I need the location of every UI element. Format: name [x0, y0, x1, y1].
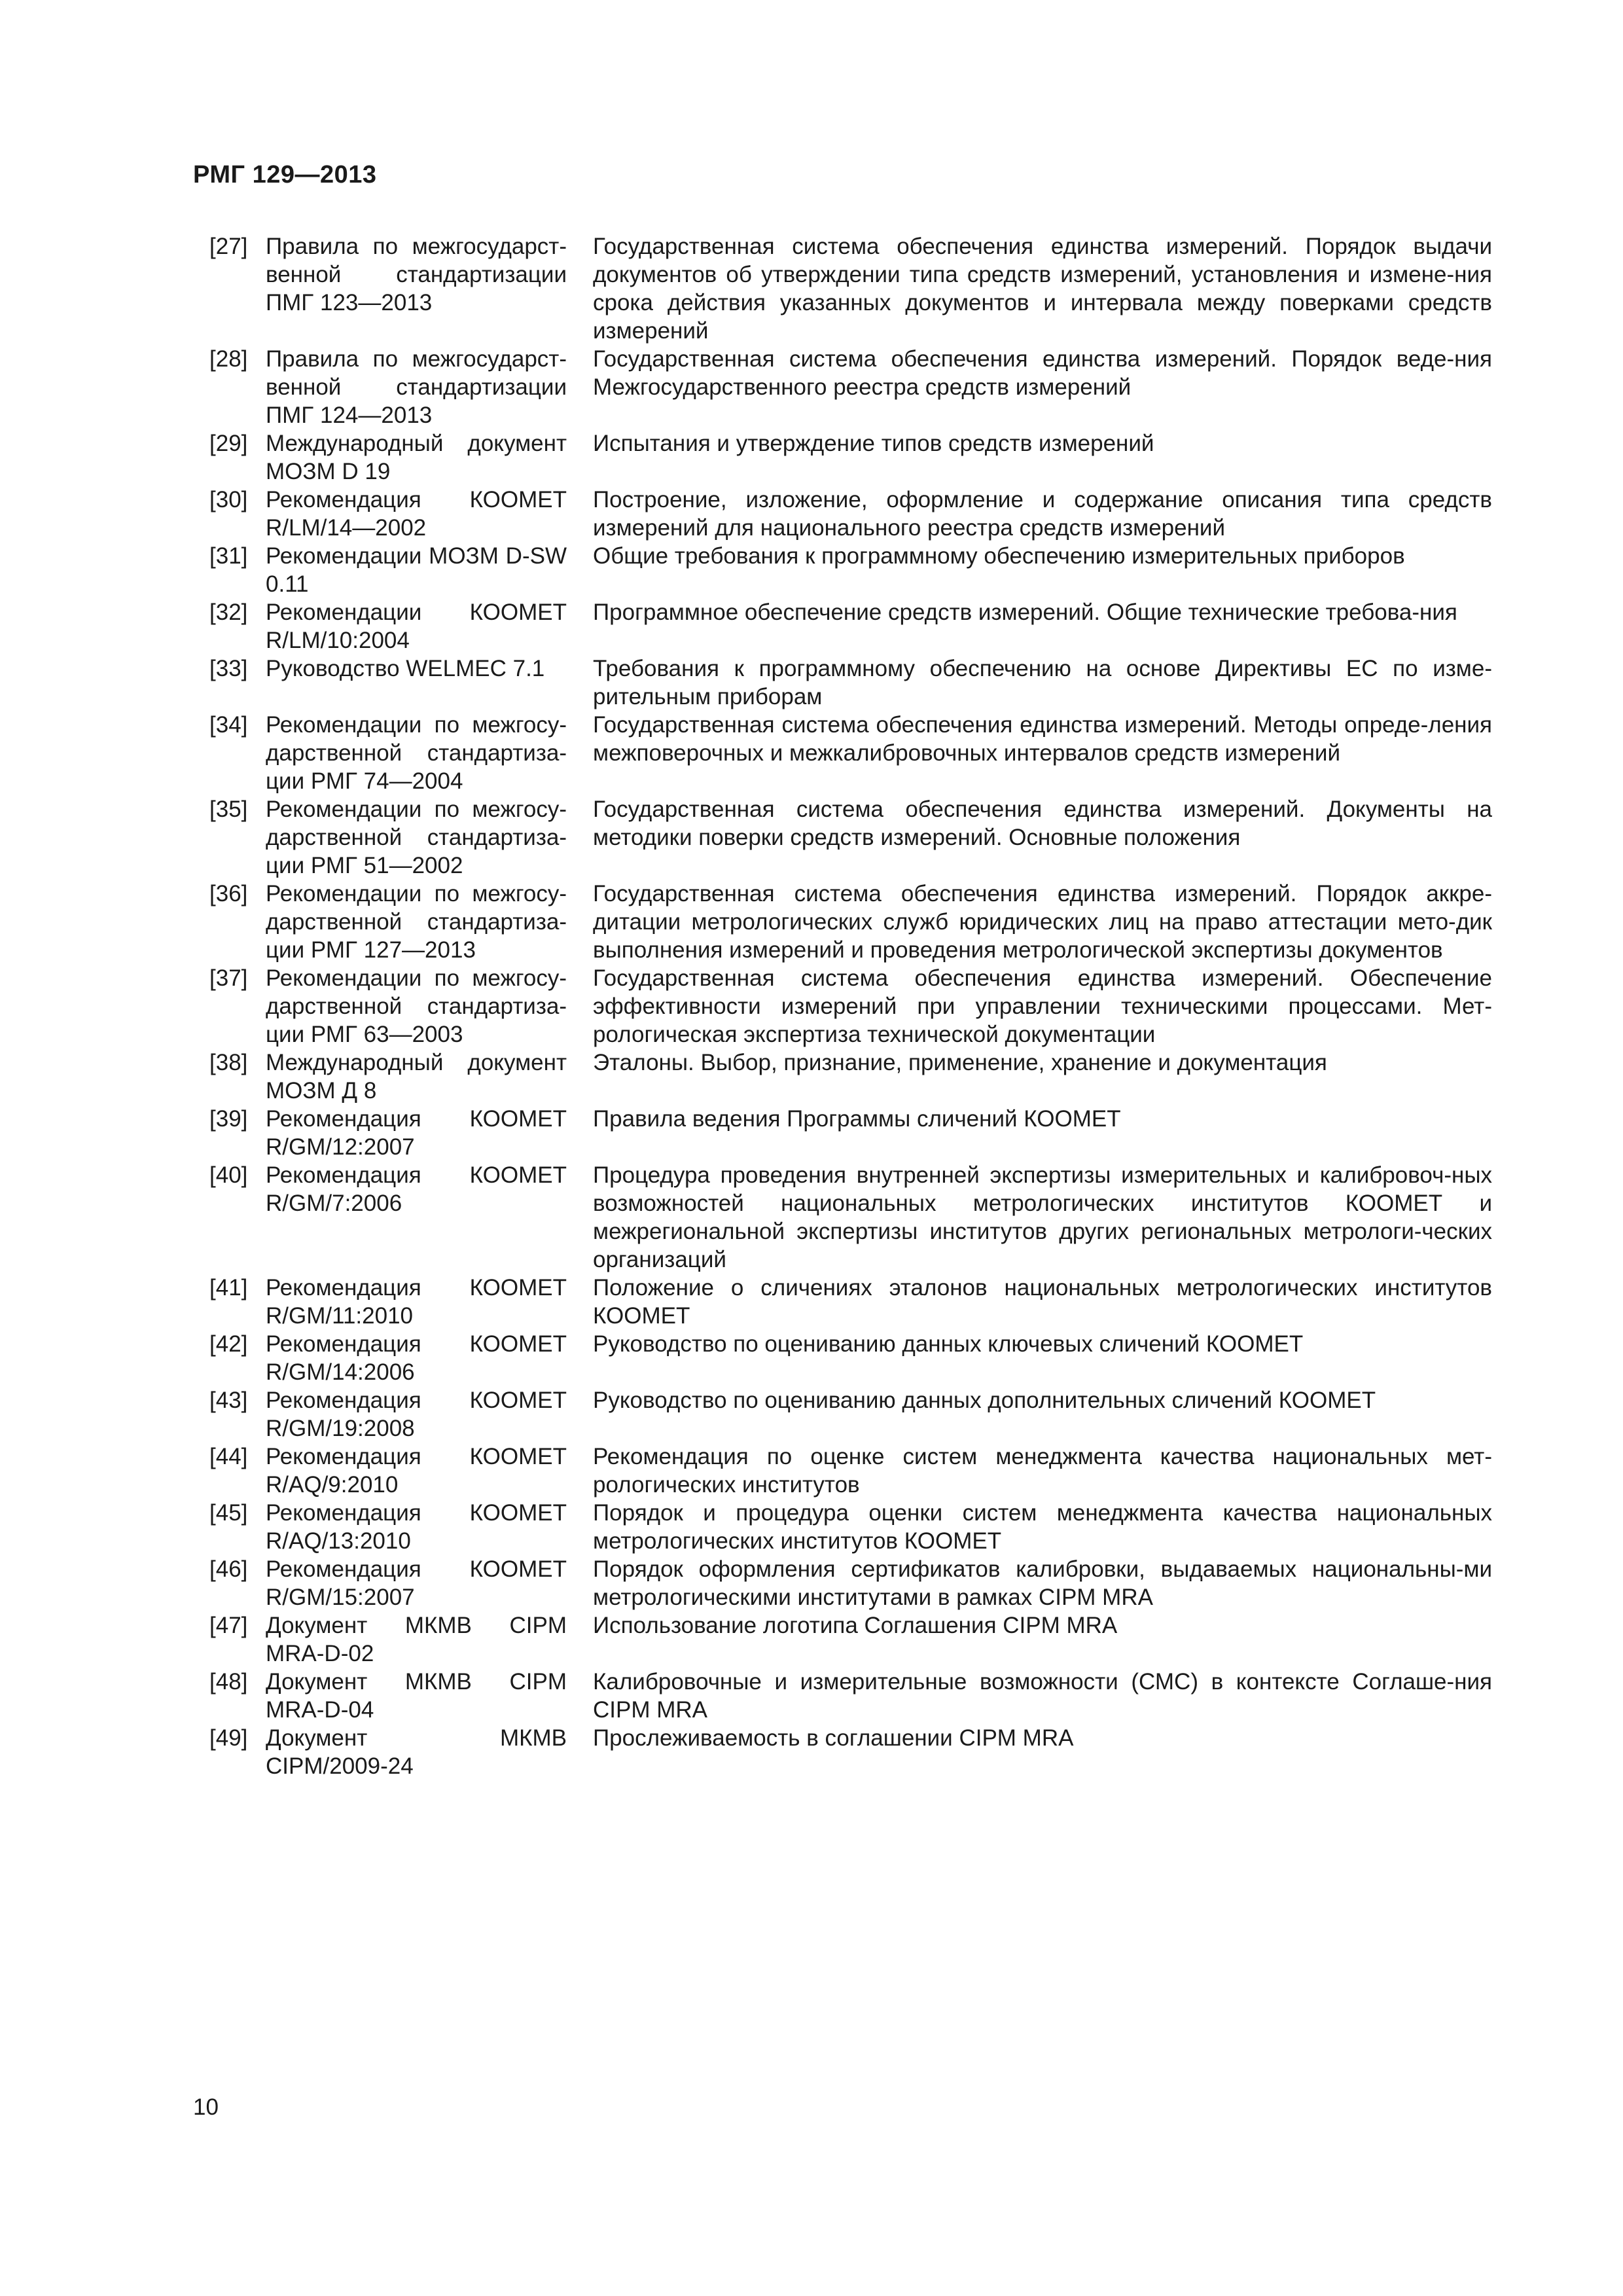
reference-title: Испытания и утверждение типов средств измерений — [593, 431, 1154, 456]
reference-entry — [209, 711, 1492, 795]
reference-entry — [209, 1274, 1492, 1330]
reference-number: [37] — [209, 965, 248, 991]
reference-title: Государственная система обеспечения единства измерений. Методы опреде-ления межповерочных и межкалибровочных интервалов средств измерений — [593, 712, 1492, 766]
reference-entry — [209, 1330, 1492, 1386]
reference-number: [43] — [209, 1388, 248, 1413]
reference-source: Рекомендация КООМЕТ R/GM/12:2007 — [266, 1106, 567, 1160]
reference-number: [36] — [209, 881, 248, 906]
reference-source: Рекомендации по межгосу-дарственной стандартиза-ции РМГ 74—2004 — [266, 712, 567, 794]
reference-title: Эталоны. Выбор, признание, применение, хранение и документация — [593, 1050, 1327, 1075]
reference-title: Руководство по оцениванию данных ключевых сличений КООМЕТ — [593, 1331, 1304, 1357]
reference-source: Рекомендация КООМЕТ R/GM/19:2008 — [266, 1388, 567, 1441]
reference-entry — [209, 880, 1492, 964]
bibliography-list — [209, 232, 1492, 1780]
reference-source: Рекомендация КООМЕТ R/AQ/13:2010 — [266, 1500, 567, 1554]
reference-entry — [209, 486, 1492, 542]
reference-entry — [209, 1049, 1492, 1105]
reference-number: [46] — [209, 1556, 248, 1582]
reference-source: Рекомендация КООМЕТ R/GM/14:2006 — [266, 1331, 567, 1385]
reference-title: Государственная система обеспечения единства измерений. Порядок веде-ния Межгосударственного реестра средств измерений — [593, 346, 1492, 400]
reference-source: Руководство WELMEC 7.1 — [266, 656, 545, 681]
reference-title: Построение, изложение, оформление и содержание описания типа средств измерений для национального реестра средств измерений — [593, 487, 1492, 541]
document-code: РМГ 129—2013 — [193, 161, 377, 188]
reference-title: Правила ведения Программы сличений КООМЕТ — [593, 1106, 1121, 1132]
reference-entry — [209, 345, 1492, 429]
reference-number: [34] — [209, 712, 248, 738]
reference-title: Программное обеспечение средств измерений. Общие технические требова-ния — [593, 600, 1457, 625]
reference-number: [39] — [209, 1106, 248, 1132]
reference-entry — [209, 429, 1492, 486]
reference-title: Рекомендация по оценке систем менеджмента качества национальных мет-рологических институтов — [593, 1444, 1492, 1498]
reference-entry — [209, 795, 1492, 880]
reference-title: Требования к программному обеспечению на основе Директивы ЕС по изме-рительным приборам — [593, 656, 1492, 709]
reference-title: Руководство по оцениванию данных дополнительных сличений КООМЕТ — [593, 1388, 1376, 1413]
reference-source: Рекомендации КООМЕТ R/LM/10:2004 — [266, 600, 567, 653]
reference-entry — [209, 232, 1492, 345]
page-number: 10 — [193, 2094, 219, 2120]
reference-source: Рекомендация КООМЕТ R/GM/7:2006 — [266, 1162, 567, 1216]
reference-title: Порядок и процедура оценки систем менеджмента качества национальных метрологических институтов КООМЕТ — [593, 1500, 1492, 1554]
reference-entry — [209, 655, 1492, 711]
reference-title: Положение о сличениях эталонов национальных метрологических институтов КООМЕТ — [593, 1275, 1492, 1329]
reference-title: Государственная система обеспечения единства измерений. Обеспечение эффективности измерений при управлении техническими процессами. Мет-рологическая экспертиза технической документации — [593, 965, 1492, 1047]
reference-title: Прослеживаемость в соглашении CIPM MRA — [593, 1725, 1074, 1751]
reference-entry — [209, 1499, 1492, 1555]
reference-number: [32] — [209, 600, 248, 625]
reference-title: Порядок оформления сертификатов калибровки, выдаваемых национальны-ми метрологическими институтами в рамках CIPM MRA — [593, 1556, 1492, 1610]
reference-source: Рекомендации по межгосу-дарственной стандартиза-ции РМГ 63—2003 — [266, 965, 567, 1047]
reference-entry — [209, 1161, 1492, 1274]
reference-number: [28] — [209, 346, 248, 372]
reference-entry — [209, 1443, 1492, 1499]
reference-number: [42] — [209, 1331, 248, 1357]
reference-entry — [209, 1724, 1492, 1780]
reference-number: [35] — [209, 797, 248, 822]
reference-source: Рекомендации по межгосу-дарственной стандартиза-ции РМГ 127—2013 — [266, 881, 567, 963]
reference-number: [40] — [209, 1162, 248, 1188]
reference-entry — [209, 1105, 1492, 1161]
reference-entry — [209, 542, 1492, 598]
reference-source: Документ МКМВ CIPM MRA-D-02 — [266, 1613, 567, 1666]
reference-source: Рекомендации МОЗМ D-SW 0.11 — [266, 543, 567, 597]
reference-source: Рекомендация КООМЕТ R/GM/15:2007 — [266, 1556, 567, 1610]
reference-entry — [209, 598, 1492, 655]
reference-entry — [209, 1555, 1492, 1611]
reference-number: [29] — [209, 431, 248, 456]
reference-source: Рекомендация КООМЕТ R/AQ/9:2010 — [266, 1444, 567, 1498]
reference-number: [30] — [209, 487, 248, 512]
reference-title: Государственная система обеспечения единства измерений. Порядок выдачи документов об утверждении типа средств измерений, установления и измене-ния срока действия указанных документов и интервала между поверками средств измерений — [593, 234, 1492, 344]
reference-number: [47] — [209, 1613, 248, 1638]
reference-title: Государственная система обеспечения единства измерений. Порядок аккре-дитации метрологических служб юридических лиц на право аттестации мето-дик выполнения измерений и проведения метрологической экспертизы документов — [593, 881, 1492, 963]
reference-source: Рекомендации по межгосу-дарственной стандартиза-ции РМГ 51—2002 — [266, 797, 567, 878]
reference-number: [49] — [209, 1725, 248, 1751]
reference-number: [31] — [209, 543, 248, 569]
reference-title: Калибровочные и измерительные возможности (СМС) в контексте Соглаше-ния CIPM MRA — [593, 1669, 1492, 1723]
reference-source: Рекомендация КООМЕТ R/LM/14—2002 — [266, 487, 567, 541]
reference-source: Правила по межгосударст-венной стандартизации ПМГ 124—2013 — [266, 346, 567, 428]
reference-source: Документ МКМВ CIPM/2009-24 — [266, 1725, 567, 1779]
reference-entry — [209, 964, 1492, 1049]
reference-source: Рекомендация КООМЕТ R/GM/11:2010 — [266, 1275, 567, 1329]
reference-number: [44] — [209, 1444, 248, 1469]
reference-source: Международный документ МОЗМ Д 8 — [266, 1050, 567, 1103]
reference-title: Процедура проведения внутренней экспертизы измерительных и калибровоч-ных возможностей национальных метрологических институтов КООМЕТ и межрегиональной экспертизы институтов других региональных метрологи-ческих организаций — [593, 1162, 1492, 1272]
reference-title: Использование логотипа Соглашения CIPM MRA — [593, 1613, 1118, 1638]
reference-source: Правила по межгосударст-венной стандартизации ПМГ 123—2013 — [266, 234, 567, 315]
reference-entry — [209, 1668, 1492, 1724]
reference-number: [38] — [209, 1050, 248, 1075]
reference-title: Государственная система обеспечения единства измерений. Документы на методики поверки средств измерений. Основные положения — [593, 797, 1492, 850]
reference-entry — [209, 1611, 1492, 1668]
reference-number: [45] — [209, 1500, 248, 1526]
reference-number: [41] — [209, 1275, 248, 1300]
reference-number: [33] — [209, 656, 248, 681]
reference-source: Документ МКМВ CIPM MRA-D-04 — [266, 1669, 567, 1723]
reference-number: [27] — [209, 234, 248, 259]
reference-entry — [209, 1386, 1492, 1443]
reference-title: Общие требования к программному обеспечению измерительных приборов — [593, 543, 1405, 569]
reference-number: [48] — [209, 1669, 248, 1695]
reference-source: Международный документ МОЗМ D 19 — [266, 431, 567, 484]
